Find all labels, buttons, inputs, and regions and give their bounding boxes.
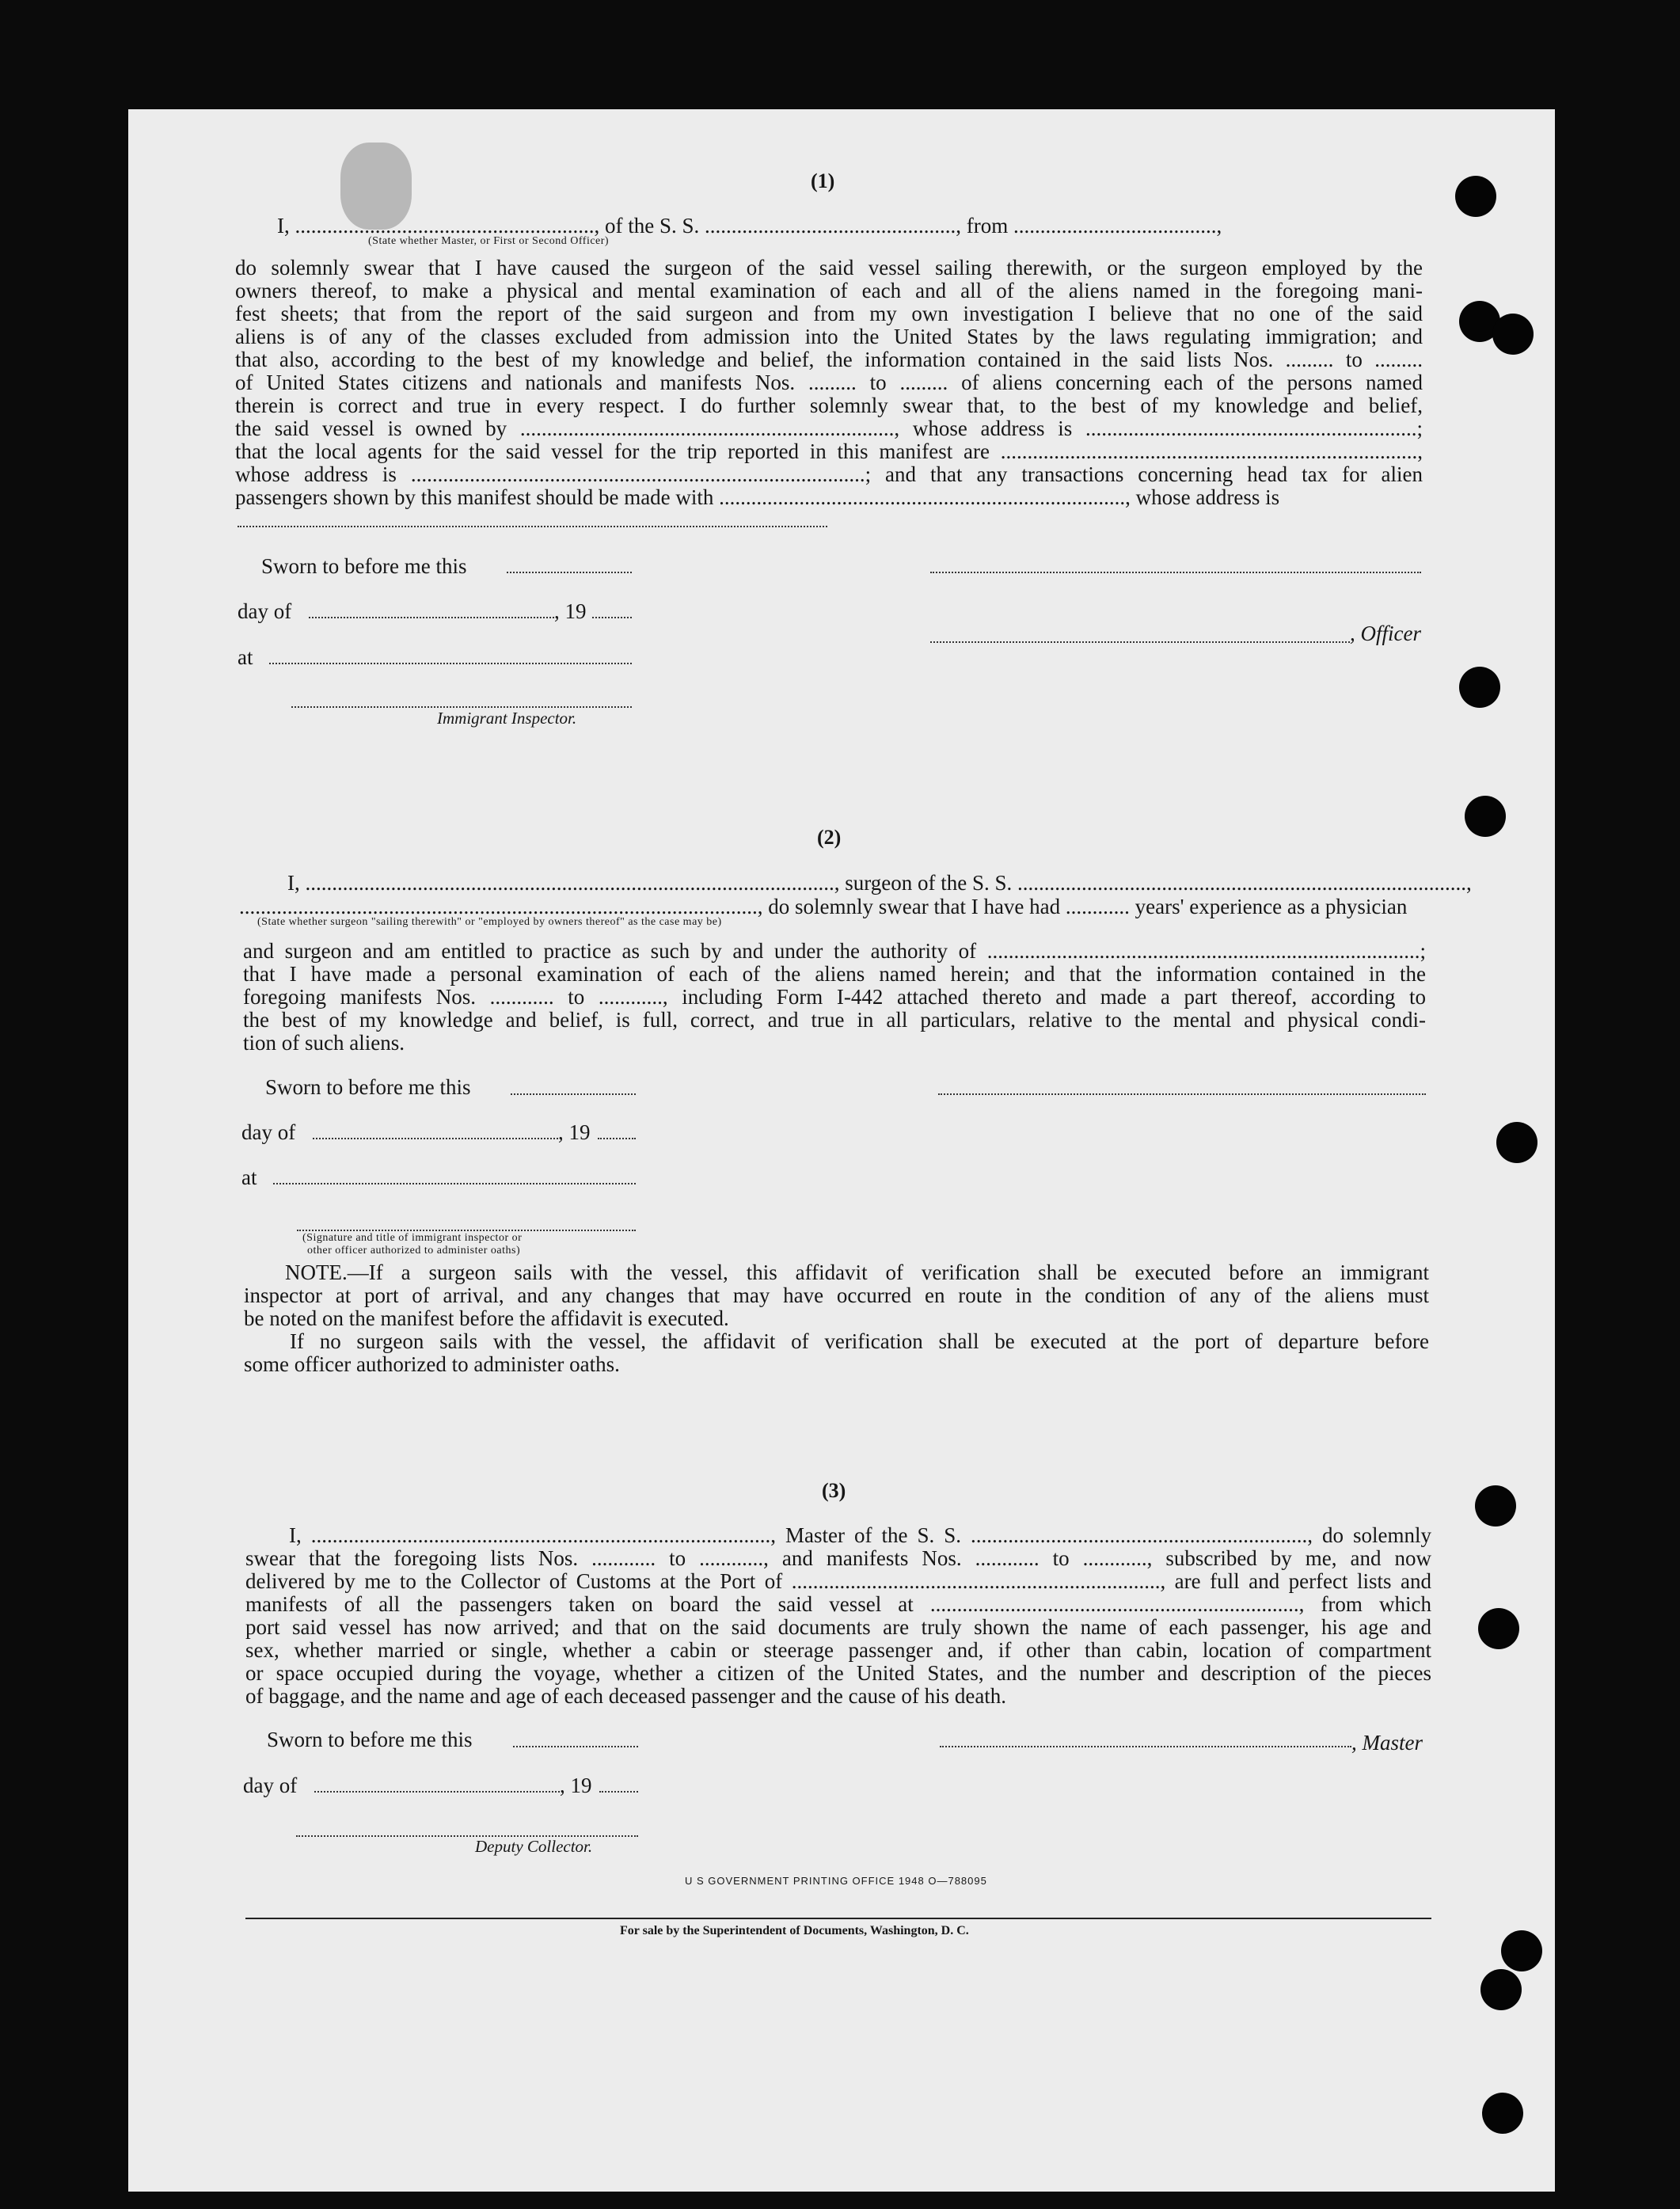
section2-number: (2) bbox=[817, 826, 842, 849]
section2-body-line: foregoing manifests Nos. ............ to ............, including Form I-442 attached thereto and made a part thereof, according to bbox=[243, 985, 1426, 1009]
section3-collector: Deputy Collector. bbox=[475, 1837, 593, 1856]
section3-body-line: swear that the foregoing lists Nos. ............ to ............, and manifests Nos. ............ to ............, subscribed by me, and now bbox=[245, 1546, 1431, 1570]
date-line bbox=[507, 572, 632, 573]
punch-hole bbox=[1478, 1608, 1519, 1649]
section3-body-line: I, ......................................................................................, Master of the S. S. ..............................................................., do solemnly bbox=[289, 1523, 1431, 1547]
section2-body-line: that I have made a personal examination of each of the aliens named herein; and that the information contained in the bbox=[243, 962, 1426, 986]
section1-at: at bbox=[238, 645, 253, 669]
punch-hole bbox=[1501, 1930, 1542, 1971]
section1-body-line: that also, according to the best of my knowledge and belief, the information contained in the said lists Nos. ......... to ......... bbox=[235, 348, 1423, 371]
year-line bbox=[592, 617, 632, 618]
section1-body-line: the said vessel is owned by ......................................................................, whose address is ..............................................................; bbox=[235, 416, 1423, 440]
section2-note-line: If no surgeon sails with the vessel, the affidavit of verification shall be executed at the port of departure before bbox=[290, 1329, 1429, 1353]
surgeon-signature-line bbox=[938, 1093, 1426, 1095]
section3-day-of: day of bbox=[243, 1774, 298, 1797]
section1-sworn: Sworn to before me this bbox=[261, 554, 467, 578]
day-line bbox=[314, 1791, 560, 1793]
section1-officer: , Officer bbox=[1350, 622, 1421, 645]
section1-body-line: owners thereof, to make a physical and mental examination of each and all of the aliens named in the foregoing mani- bbox=[235, 279, 1423, 302]
footer-rule bbox=[245, 1918, 1431, 1919]
year-line bbox=[599, 1791, 638, 1793]
punch-hole bbox=[1482, 2093, 1523, 2134]
section3-body-line: port said vessel has now arrived; and that on the said documents are truly shown the name of each passenger, his age and bbox=[245, 1615, 1431, 1639]
place-line bbox=[269, 663, 632, 664]
officer-name-line bbox=[930, 641, 1350, 643]
section1-body-line: of United States citizens and nationals and manifests Nos. ......... to ......... of aliens concerning each of the persons named bbox=[235, 371, 1423, 394]
section2-line-i: I, ..................................................................................................., surgeon of the S. S. ...................................................................................., bbox=[287, 871, 1472, 895]
year-line bbox=[598, 1138, 636, 1139]
section2-body-line: and surgeon and am entitled to practice as such by and under the authority of .................................................................................; bbox=[243, 939, 1426, 963]
section2-surgeon-note: (State whether surgeon "sailing therewith" or "employed by owners thereof" as the case may be) bbox=[257, 916, 722, 928]
place-line bbox=[273, 1183, 636, 1184]
punch-hole bbox=[1455, 176, 1496, 217]
punch-hole bbox=[1459, 667, 1500, 708]
inspector-signature-line bbox=[291, 706, 632, 708]
day-line bbox=[313, 1138, 558, 1139]
section2-line-2: ................................................................................................., do solemnly swear that I have had ............ years' experience as a physician bbox=[239, 895, 1408, 918]
section1-number: (1) bbox=[811, 169, 835, 192]
section2-body-line: the best of my knowledge and belief, is full, correct, and true in all particulars, relative to the mental and physical condi- bbox=[243, 1008, 1426, 1032]
section1-officer-note: (State whether Master, or First or Second Officer) bbox=[368, 235, 610, 247]
section3-body-line: of baggage, and the name and age of each deceased passenger and the cause of his death. bbox=[245, 1684, 1007, 1708]
punch-hole bbox=[1465, 796, 1506, 837]
section2-at: at bbox=[241, 1165, 257, 1189]
section1-body-line: fest sheets; that from the report of the said surgeon and from my own investigation I believe that no one of the said bbox=[235, 302, 1423, 325]
section1-body-line: aliens is of any of the classes excluded from admission into the United States by the laws regulating immigration; and bbox=[235, 325, 1423, 348]
section2-year: , 19 bbox=[558, 1120, 591, 1144]
section2-sworn: Sworn to before me this bbox=[265, 1075, 471, 1099]
punch-hole bbox=[1496, 1122, 1537, 1163]
section2-sig-note-1: (Signature and title of immigrant inspector or bbox=[302, 1232, 523, 1244]
section2-note-line: NOTE.—If a surgeon sails with the vessel, this affidavit of verification shall be executed before an immigrant bbox=[285, 1260, 1429, 1284]
section2-note-line: some officer authorized to administer oaths. bbox=[244, 1352, 620, 1376]
signature-line bbox=[238, 526, 827, 527]
section2-sig-note-2: other officer authorized to administer oaths) bbox=[307, 1245, 521, 1257]
section1-body-line: passengers shown by this manifest should be made with ............................................................................, whose address is bbox=[235, 485, 1280, 509]
section1-inspector: Immigrant Inspector. bbox=[437, 709, 577, 728]
section1-line-i: I, ........................................................, of the S. S. ..............................................., from ......................................, bbox=[277, 214, 1222, 238]
date-line bbox=[511, 1093, 636, 1095]
section3-year: , 19 bbox=[560, 1774, 592, 1797]
punch-hole bbox=[1480, 1969, 1522, 2010]
section1-body-line: do solemnly swear that I have caused the surgeon of the said vessel sailing therewith, or the surgeon employed by the bbox=[235, 256, 1423, 279]
date-line bbox=[513, 1746, 638, 1747]
section2-note-line: be noted on the manifest before the affidavit is executed. bbox=[244, 1306, 729, 1330]
officer-signature-line bbox=[930, 572, 1421, 573]
section3-body-line: delivered by me to the Collector of Customs at the Port of ....................................................................., are full and perfect lists and bbox=[245, 1569, 1431, 1593]
section3-master: , Master bbox=[1351, 1731, 1423, 1755]
section2-day-of: day of bbox=[241, 1120, 296, 1144]
section2-body-line: tion of such aliens. bbox=[243, 1031, 405, 1055]
for-sale-line: For sale by the Superintendent of Documents, Washington, D. C. bbox=[620, 1924, 969, 1937]
printing-office-line: U S GOVERNMENT PRINTING OFFICE 1948 O—788095 bbox=[685, 1875, 987, 1887]
section3-body-line: sex, whether married or single, whether a cabin or steerage passenger and, if other than cabin, location of compartment bbox=[245, 1638, 1431, 1662]
section3-body-line: or space occupied during the voyage, whether a citizen of the United States, and the number and description of the pieces bbox=[245, 1661, 1431, 1685]
master-signature-line bbox=[940, 1746, 1351, 1747]
section1-body-line: therein is correct and true in every respect. I do further solemnly swear that, to the best of my knowledge and belief, bbox=[235, 394, 1423, 417]
signature-line bbox=[297, 1230, 636, 1231]
punch-hole bbox=[1475, 1485, 1516, 1527]
section1-body-line: that the local agents for the said vessel for the trip reported in this manifest are .............................................................................., bbox=[235, 439, 1423, 463]
section3-body-line: manifests of all the passengers taken on board the said vessel at ....................................................................., from which bbox=[245, 1592, 1431, 1616]
day-line bbox=[309, 617, 554, 618]
punch-hole bbox=[1492, 314, 1534, 355]
section1-year: , 19 bbox=[554, 599, 587, 623]
section1-body-line: whose address is .....................................................................................; and that any transactions concerning head tax for alien bbox=[235, 462, 1423, 486]
section3-sworn: Sworn to before me this bbox=[267, 1728, 473, 1751]
section1-day-of: day of bbox=[238, 599, 292, 623]
section2-note-line: inspector at port of arrival, and any changes that may have occurred en route in the condition of any of the aliens must bbox=[244, 1283, 1429, 1307]
section3-number: (3) bbox=[822, 1479, 846, 1502]
